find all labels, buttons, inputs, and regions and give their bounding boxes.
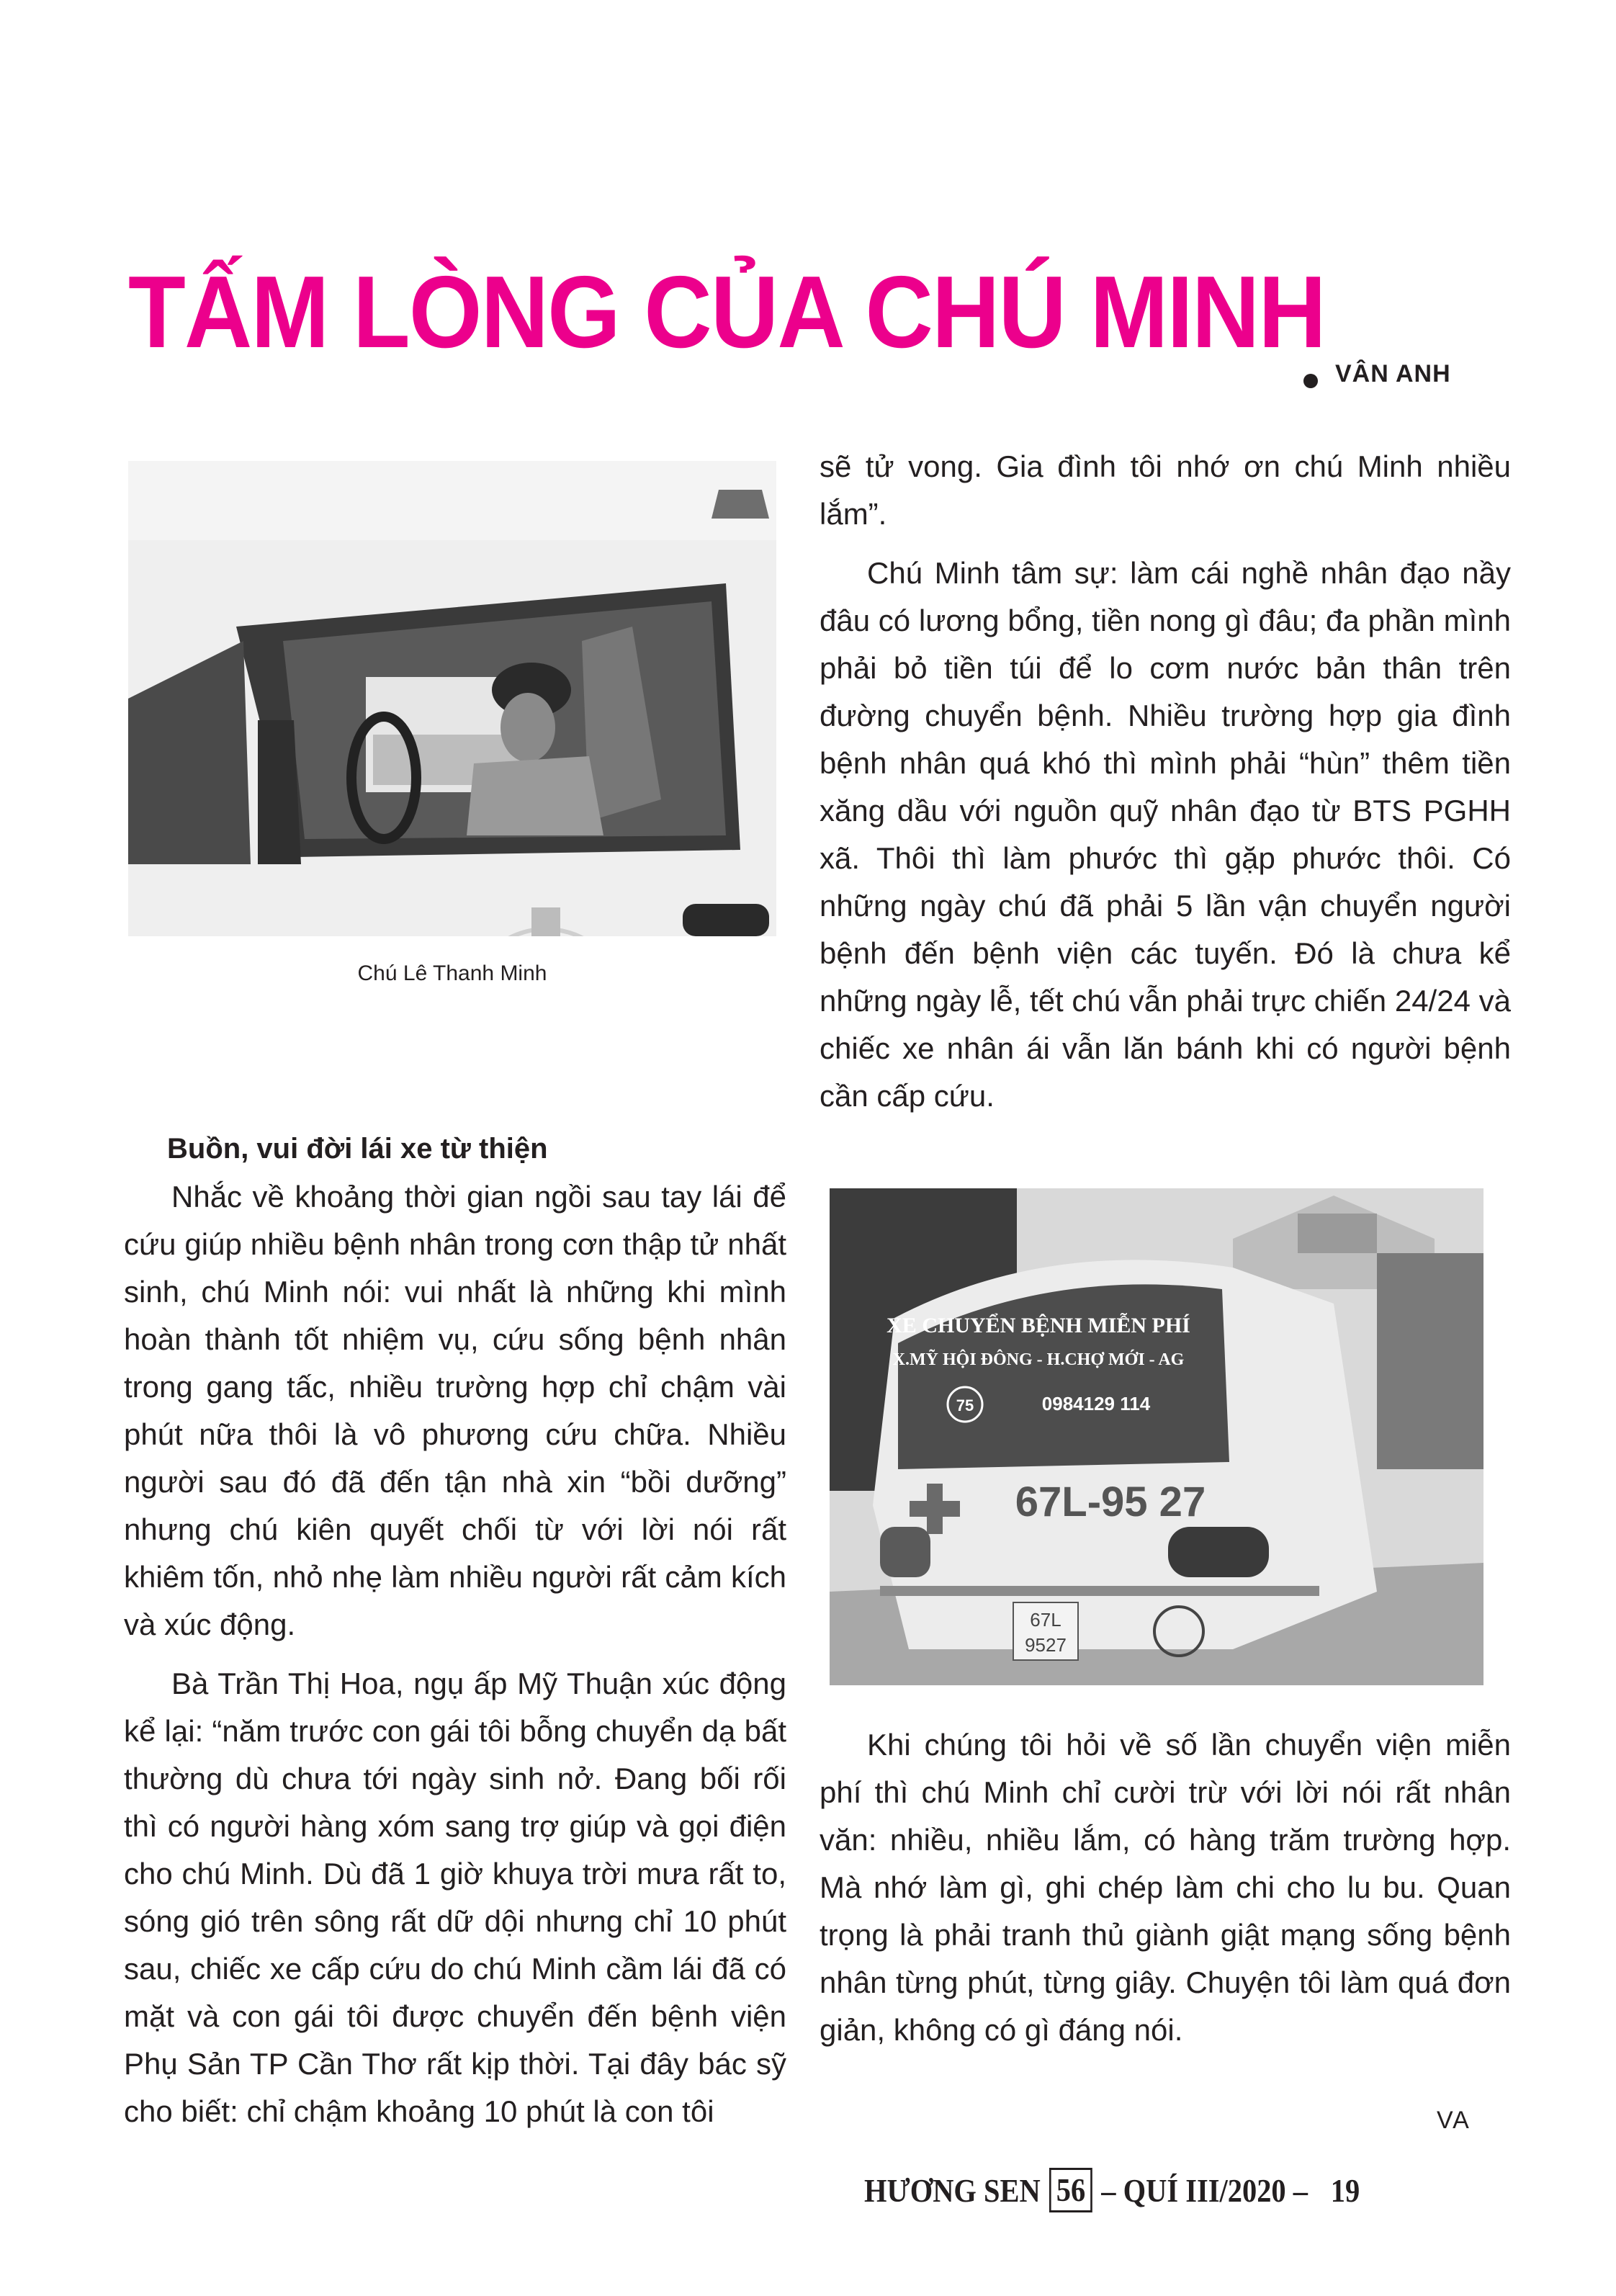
paragraph: Nhắc về khoảng thời gian ngồi sau tay lái để cứu giúp nhiều bệnh nhân trong cơn thập tử nhất sinh, chú Minh nói: vui nhất là những khi mình hoàn thành tốt nhiệm vụ, cứu sống bệnh nhân trong gang tấc, nhiều trường hợp chỉ chậm vài phút nữa thôi là vô phương cứu chữa. Nhiều người sau đó đã đến tận nhà xin “bồi dưỡng” nhưng chú kiên quyết chối từ với lời nói rất khiêm tốn, nhỏ nhẹ làm nhiều người rất cảm kích và xúc động. [124,1180,786,1641]
shop-sign [1298,1214,1377,1253]
page-footer [864,2168,1360,2212]
article-title: TẤM LÒNG CỦA CHÚ MINH [128,255,1325,370]
bullet-icon [1303,374,1318,388]
photo-driver [128,461,776,936]
signoff: VA [1437,2107,1471,2134]
door-handle [683,904,769,936]
tail-light-left [880,1527,930,1577]
author-name: VÂN ANH [1335,360,1451,387]
magazine-name: HƯƠNG SEN [864,2171,1041,2209]
license-plate-top: 67L [1030,1609,1061,1631]
van-phone: 0984129 114 [1041,1393,1151,1414]
page-number: 19 [1330,2171,1360,2209]
van-rear-number: 67L-95 27 [1015,1479,1206,1525]
issue-period: – QUÍ III/2020 – [1101,2171,1308,2209]
photo-ambulance-van [830,1188,1483,1685]
van-sign-line1: XE CHUYỂN BỆNH MIỄN PHÍ [886,1314,1190,1337]
van-photo-image [830,1188,1483,1685]
paragraph: Khi chúng tôi hỏi về số lần chuyển viện miễn phí thì chú Minh chỉ cười trừ với lời nói rất nhân văn: nhiều, nhiều lắm, có hàng trăm trường hợp. Mà nhớ làm gì, ghi chép làm chi cho lu bu. Quan trọng là phải tranh thủ giành giật mạng sống bệnh nhân từng phút, từng giây. Chuyện tôi làm quá đơn giản, không có gì đáng nói. [820,1728,1511,2047]
driver-shirt [467,756,603,835]
issue-number: 56 [1049,2168,1092,2212]
left-column [124,1127,786,2135]
van-sign-line2: X.MỸ HỘI ĐÔNG - H.CHỢ MỚI - AG [892,1350,1185,1369]
side-mirror [258,720,301,864]
photo-driver-caption: Chú Lê Thanh Minh [357,961,547,985]
paragraph: sẽ tử vong. Gia đình tôi nhớ ơn chú Minh nhiều lắm”. [820,449,1511,531]
byline [1303,360,1451,388]
license-plate-bottom: 9527 [1025,1634,1067,1656]
section-heading: Buồn, vui đời lái xe từ thiện [167,1133,548,1165]
right-column-bottom [820,1721,1511,2054]
right-column-top [820,443,1511,1120]
tail-light-right [1168,1527,1269,1577]
stripe [880,1586,1319,1596]
driver-photo-image [128,461,776,936]
driver-face [500,693,555,762]
van-badge-number: 75 [956,1396,974,1414]
paragraph: Bà Trần Thị Hoa, ngụ ấp Mỹ Thuận xúc động kể lại: “năm trước con gái tôi bỗng chuyển dạ bất thường dù chưa tới ngày sinh nở. Đang bối rối thì có người hàng xóm sang trợ giúp và gọi điện cho chú Minh. Dù đã 1 giờ khuya trời mưa rất to, sóng gió trên sông rất dữ dội nhưng chỉ 10 phút sau, chiếc xe cấp cứu do chú Minh cầm lái đã có mặt và con gái tôi được chuyển đến bệnh viện Phụ Sản TP Cần Thơ rất kịp thời. Tại đây bác sỹ cho biết: chỉ chậm khoảng 10 phút là con tôi [124,1667,786,2128]
paragraph: Chú Minh tâm sự: làm cái nghề nhân đạo nầy đâu có lương bổng, tiền nong gì đâu; đa phần mình phải bỏ tiền túi để lo cơm nước bản thân trên đường chuyển bệnh. Nhiều trường hợp gia đình bệnh nhân quá khó thì mình phải “hùn” thêm tiền xăng dầu với nguồn quỹ nhân đạo từ BTS PGHH xã. Thôi thì làm phước thì gặp phước thôi. Có những ngày chú đã phải 5 lần vận chuyển người bệnh đến bệnh viện các tuyến. Đó là chưa kể những ngày lễ, tết chú vẫn phải trực chiến 24/24 và chiếc xe nhân ái vẫn lăn bánh khi có người bệnh cần cấp cứu. [820,556,1511,1113]
roof-light [712,490,769,519]
